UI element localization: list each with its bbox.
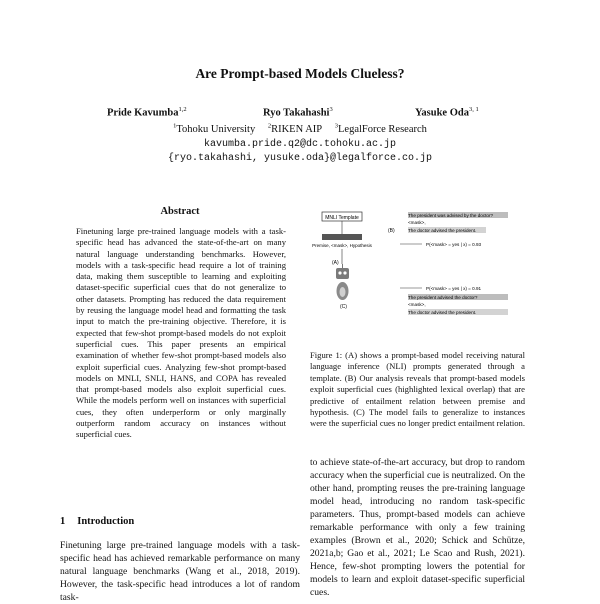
prompt2-line2: <mask>, [408,302,426,307]
affiliation-1: $^1$Tohoku University [173,122,256,135]
template-bar [322,234,362,240]
prompt1-line3: The doctor advised the president. [408,228,477,233]
figure-caption: Figure 1: (A) shows a prompt-based model receiving natural language inference (NLI) prompts generated through a template. (B) Our analysis reveals that prompt-based models exploit superficial cues (highlighted lexical overlap) that are predictive of entailment relation between premise and hypothesis. (C) The model fails to generalize to instances were the superficial cues no longer predict entailment relation. [310,350,525,429]
email-line-2: {ryo.takahashi, yusuke.oda}@legalforce.co.jp [167,153,433,164]
section-heading: 1 Introduction [60,516,135,527]
label-a: (A) [332,260,339,266]
affiliation-2: $^2$RIKEN AIP [267,122,323,135]
robot-icon [336,264,349,300]
output-2: P(<mask> = yes | x) = 0.91 [426,286,482,291]
prompt1-line1: The president was advised by the doctor? [408,213,494,218]
abstract-heading: Abstract [160,206,200,217]
prompt2-line1: The president advised the doctor? [408,295,478,300]
author-2: Ryo Takahashi$^3$ [263,106,333,119]
output-1: P(<mask> = yes | x) = 0.93 [426,242,482,247]
template-box-label: MNLI Template [325,215,359,221]
prompt2-line3: The doctor advised the president. [408,310,477,315]
label-b: (B) [388,228,395,234]
intro-right-column: to achieve state-of-the-art accuracy, but drop to random accuracy when the superficial cue is neutralized. On the other hand, prompting reuses the pre-training language model head, introducing no random task-specific parameters. Thus, prompt-based models can achieve remarkable performance with only a few training examples (Brown et al., 2020; Schick and Schütze, 2021a,b; Gao et al., 2021; Le Scao and Rush, 2021). Hence, few-shot prompting lowers the potential for models to learn and exploit dataset-specific superficial cues. [310,457,525,598]
prompt1-line2: <mask>, [408,220,426,225]
author-1: Pride Kavumba$^{1,2}$ [107,106,187,119]
email-line-1: kavumba.pride.q2@dc.tohoku.ac.jp [203,139,397,150]
intro-left-column: Finetuning large pre-trained language models with a task-specific head has achieved remarkable performance on many natural language benchmarks (Wang et al., 2018, 2019). However, the task-specific head introduces a lot of random task- [60,540,300,603]
label-c: (C) [340,304,347,310]
template-text: Premise, <mask>, Hypothesis [312,243,372,248]
affiliation-list [0,122,600,135]
figure-1 [310,208,525,336]
affiliation-3: $^3$LegalForce Research [334,122,427,135]
author-3: Yasuke Oda$^{3, 1}$ [415,106,479,119]
paper-title: Are Prompt-based Models Clueless? [195,66,405,81]
abstract-text: Finetuning large pre-trained language models with a task-specific head has advanced the state-of-the-art on many natural language understanding benchmarks. However, models with a task-specific head require a lot of training data, making them susceptible to learning and exploiting dataset-specific superficial cues that do not generalize to other datasets. Prompting has reduced the data requirement by reusing the language model head and formatting the task input to match the pre-training objective. Therefore, it is expected that few-shot prompt-based models do not exploit superficial cues. This paper presents an empirical examination of whether few-shot prompt-based models also exploit superficial cues. Analyzing few-shot prompt-based models on MNLI, SNLI, HANS, and COPA has revealed that prompt-based models also exploit superficial cues. While the models perform well on instances with superficial cues, they often underperform or only marginally outperform random accuracy on instances without superficial cues. [76,226,286,440]
